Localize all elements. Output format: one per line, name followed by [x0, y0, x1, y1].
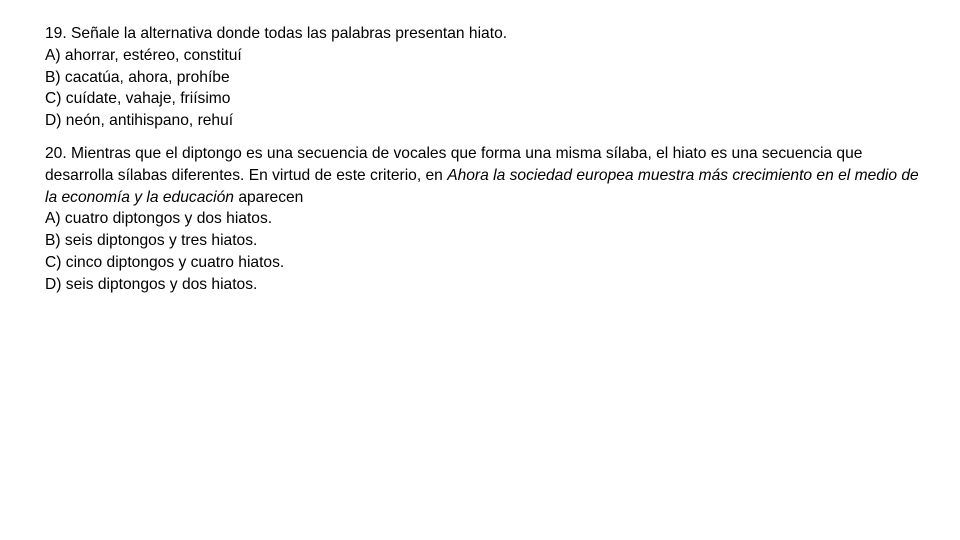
question-19-option-d: D) neón, antihispano, rehuí	[45, 112, 234, 130]
question-19-option-c: C) cuídate, vahaje, friísimo	[45, 90, 231, 108]
question-20-option-d: D) seis diptongos y dos hiatos.	[45, 275, 258, 293]
question-20-text	[45, 143, 925, 208]
question-20-option-c: C) cinco diptongos y cuatro hiatos.	[45, 253, 285, 271]
question-20-option-a: A) cuatro diptongos y dos hiatos.	[45, 210, 273, 228]
question-20-option-b: B) seis diptongos y tres hiatos.	[45, 232, 258, 250]
question-20-text-start: 20. Mientras que el diptongo es una secuencia de vocales que forma una misma sílaba, el hiato es una secuencia que desarrolla sílabas diferentes. En virtud de este criterio, en	[45, 144, 863, 184]
slide-content	[45, 23, 925, 296]
question-19-text: 19. Señale la alternativa donde todas las palabras presentan hiato.	[45, 25, 508, 42]
question-20	[45, 143, 925, 296]
question-19-option-a: A) ahorrar, estéreo, constituí	[45, 46, 242, 64]
question-20-text-end: aparecen	[233, 188, 304, 206]
question-19	[45, 23, 925, 132]
question-20-example-sentence: Ahora la sociedad europea muestra más crecimiento en el medio de la economía y la educación	[45, 166, 919, 206]
question-gap	[45, 132, 925, 143]
question-19-option-b: B) cacatúa, ahora, prohíbe	[45, 68, 230, 86]
